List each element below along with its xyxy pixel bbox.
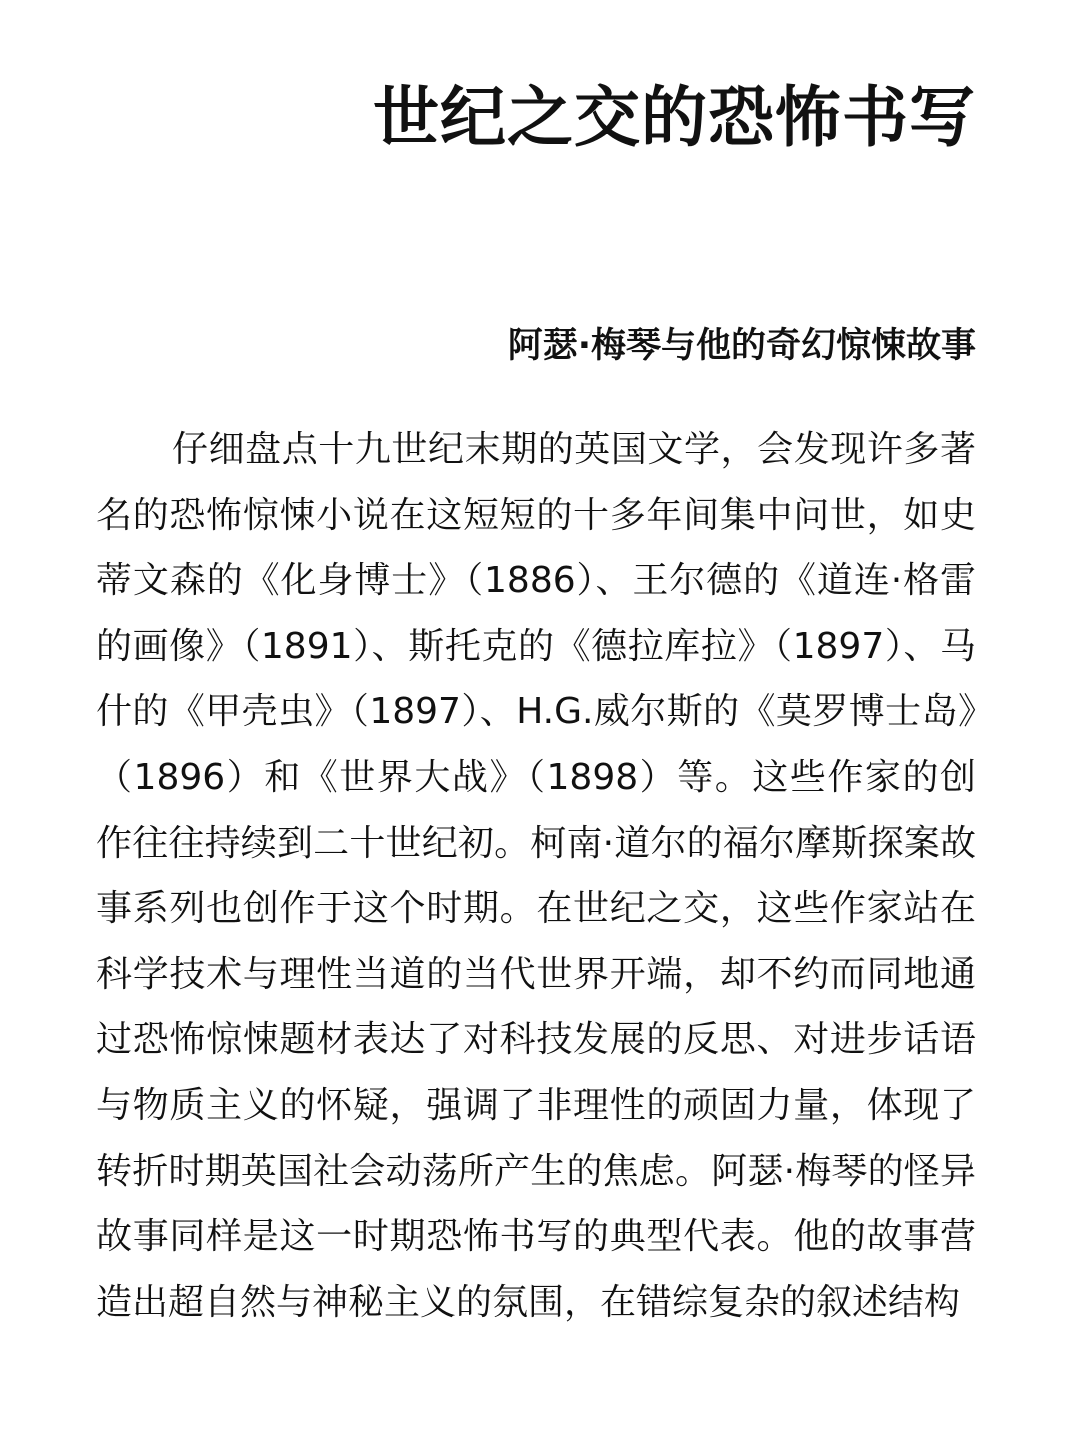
body-paragraph: 仔细盘点十九世纪末期的英国文学，会发现许多著名的恐怖惊悚小说在这短短的十多年间集中问世，如史蒂文森的《化身博士》（1886）、王尔德的《道连·格雷的画像》（1891）、斯托克的《德拉库拉》（1897）、马什的《甲壳虫》（1897）、H.G.威尔斯的《莫罗博士岛》（1896）和《世界大战》（1898）等。这些作家的创作往往持续到二十世纪初。柯南·道尔的福尔摩斯探案故事系列也创作于这个时期。在世纪之交，这些作家站在科学技术与理性当道的当代世界开端，却不约而同地通过恐怖惊悚题材表达了对科技发展的反思、对进步话语与物质主义的怀疑，强调了非理性的顽固力量，体现了转折时期英国社会动荡所产生的焦虑。阿瑟·梅琴的怪异故事同样是这一时期恐怖书写的典型代表。他的故事营造出超自然与神秘主义的氛围，在错综复杂的叙述结构 — [96, 429, 976, 1323]
chapter-subtitle: 阿瑟·梅琴与他的奇幻惊悚故事 — [507, 326, 976, 366]
chapter-title: 世纪之交的恐怖书写 — [373, 79, 976, 156]
